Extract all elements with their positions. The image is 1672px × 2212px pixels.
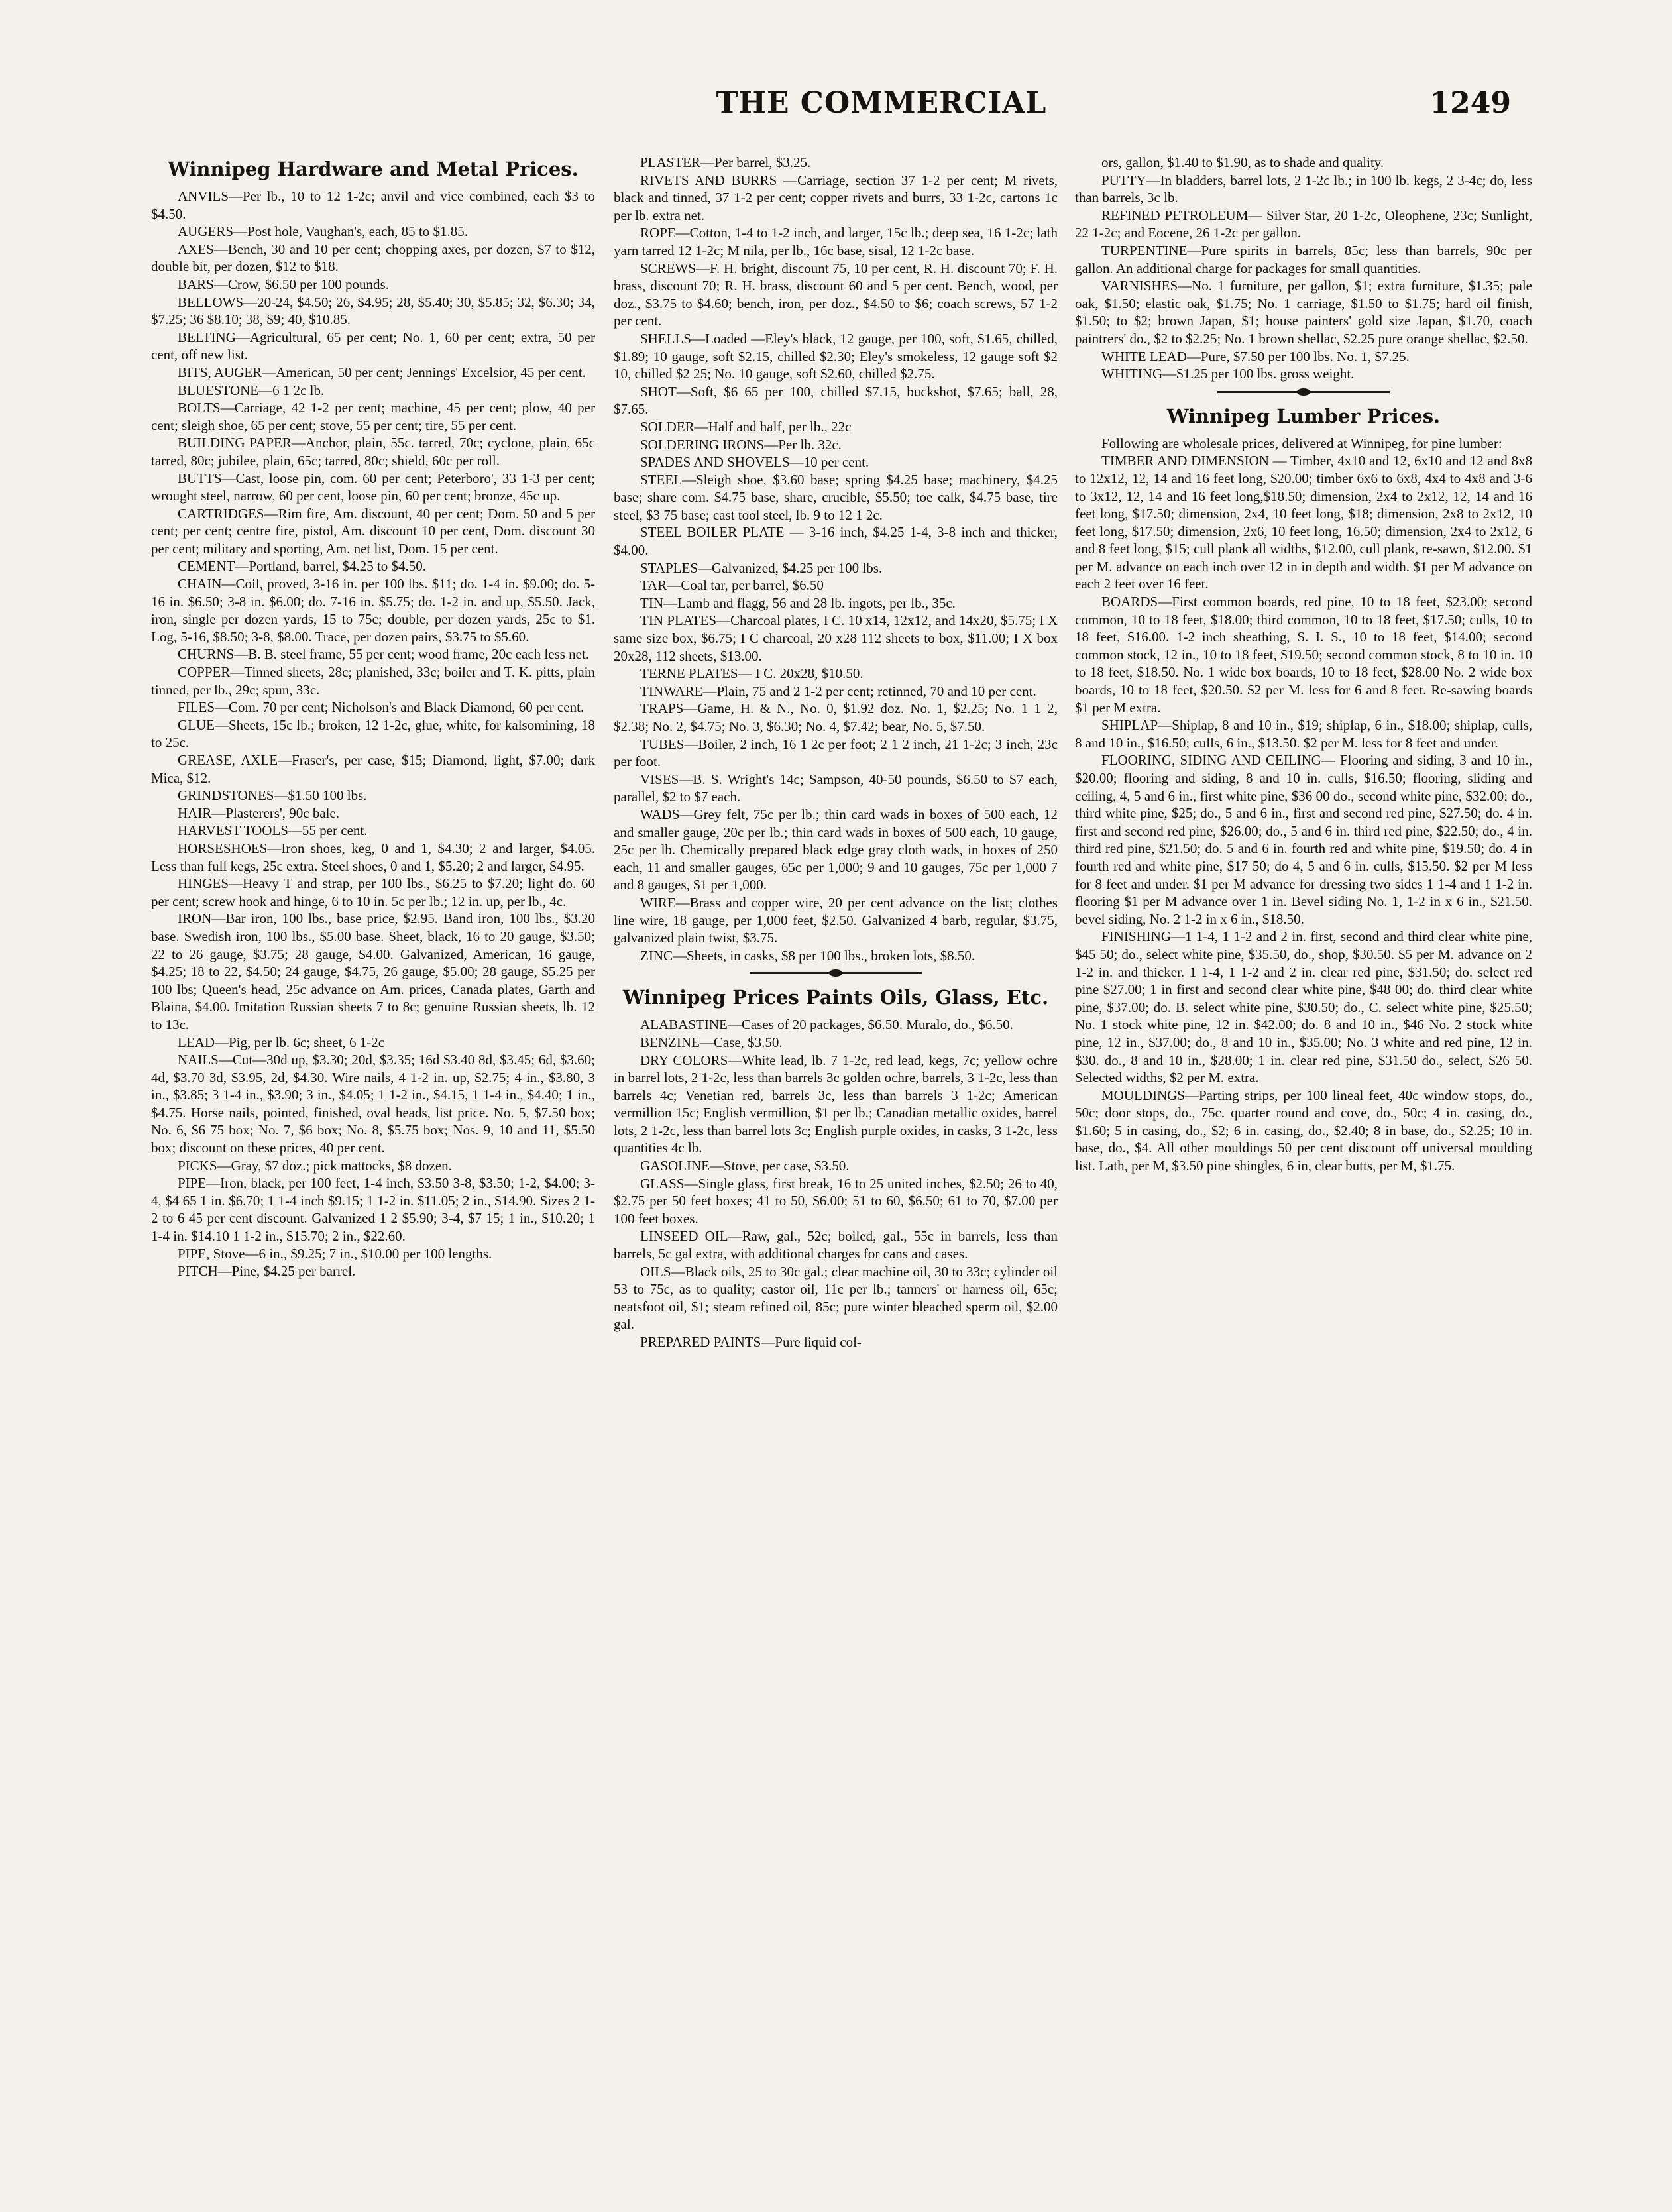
price-entry: ZINC—Sheets, in casks, $8 per 100 lbs., broken lots, $8.50. [640,947,975,964]
price-entry: NAILS—Cut—30d up, $3.30; 20d, $3.35; 16d $3.40 8d, $3.45; 6d, $3.60; 4d, $3.70 3d, $3.95, 2d, $4.30. Wire nails, 4 1-2 in. up, $2.75; 4 in., $3.80, 3 in., $3.85; 3 1-4 in., $3.90; 3 in., $4.05; 1 1-2 in., $4.15, 1 1-4 in., $4.40; 1 in., $4.75. Horse nails, pointed, finished, oval heads, list price. No. 5, $7.50 box; No. 6, $6 75 box; No. 7, $6 box; No. 8, $5.75 box; Nos. 9, 10 and 11, $5.50 box; discount on these prices, 40 per cent. [151,1052,595,1156]
price-entry: VARNISHES—No. 1 furniture, per gallon, $1; extra furniture, $1.35; pale oak, $1.50; elastic oak, $1.75; No. 1 carriage, $1.50 to $1.75; hard oil finish, $1.50; to $2; brown Japan, $1; house painters' gold size Japan, $1.70, coach paintrers' do., $2 to $2.25; No. 1 brown shellac, $2.25 pure orange shellac, $2.50. [1075,278,1532,347]
lumber-prices-heading: Winnipeg Lumber Prices. [1166,404,1441,427]
price-entry: MOULDINGS—Parting strips, per 100 lineal feet, 40c window stops, do., 50c; door stops, do., 75c. quarter round and cove, do., 50c; 4 in. casing, do., $1.60; 5 in casing, do., $2; 6 in. casing, do., $2.40; 8 in base, do., $2.25; 10 in. base, do., $4. All other mouldings 50 per cent discount off universal moulding list. Lath, per M, $3.50 pine shingles, 6 in, clear butts, per M, $1.75. [1075,1087,1532,1174]
price-entry: TAR—Coal tar, per barrel, $6.50 [640,577,824,594]
price-entry: HARVEST TOOLS—55 per cent. [178,822,368,839]
price-entry: PITCH—Pine, $4.25 per barrel. [178,1263,356,1280]
price-entry: WADS—Grey felt, 75c per lb.; thin card wads in boxes of 500 each, 12 and smaller gauge, 20c per lb.; thin card wads in boxes of 500 each, 10 gauge, 25c per lb. Chemically prepared black edge gray cloth wads, in boxes of 250 each, 11 and smaller gauges, 65c per 1,000; 9 and 10 gauges, 75c per 1,000 7 and 8 gauges, $1 per 1,000. [614,806,1058,893]
price-entry: WHITING—$1.25 per 100 lbs. gross weight. [1101,366,1355,382]
price-entry: SOLDERING IRONS—Per lb. 32c. [640,436,842,453]
paints-price-list [614,1016,1058,1351]
price-entry: TIMBER AND DIMENSION — Timber, 4x10 and 12, 6x10 and 12 and 8x8 to 12x12, 12, 14 and 16 feet long, $20.00; timber 6x6 to 6x8, 4x4 to 4x8 and 3-6 to 3x12, 12, 14 and 16 feet long,$18.50; dimension, 2x4 to 2x12, 12, 14 and 16 feet long, $17.50; dimension, 2x4, 10 feet long, $18; dimension, 2x8 to 2x12, 10 feet long, $17.50; dimension, 2x6, 10 feet long, 16.50; dimension, 2x4 to 2x12, 6 and 8 feet long, $15; cull plank all widths, $12.00, cull plank, re-sawn, $12.00. $1 per M. advance on each inch over 12 in in depth and width. $1 per M advance on each 2 feet over 16 feet. [1075,453,1532,592]
hardware-price-list [151,188,595,1280]
price-entry: PIPE—Iron, black, per 100 feet, 1-4 inch, $3.50 3-8, $3.50; 1-2, $4.00; 3-4, $4 65 1 in. $6.70; 1 1-4 inch $9.15; 1 1-2 in. $11.05; 2 in., $14.90. Sizes 2 1-2 to 6 45 per cent discount. Galvanized 1 2 $5.90; 3-4, $7 15; 1 in., $10.20; 1 1-4 in. $14.10 1 1-2 in., $15.70; 2 in., $22.60. [151,1175,595,1244]
price-entry: STEEL—Sleigh shoe, $3.60 base; spring $4.25 base; machinery, $4.25 base; share com. $4.75 base, share, crucible, $5.50; toe calk, $4.75 base, tire steel, $3 75 base; cast tool steel, lb. 9 to 12 1 2c. [614,471,1058,523]
price-entry: BELTING—Agricultural, 65 per cent; No. 1, 60 per cent; extra, 50 per cent, off new list. [151,329,595,363]
price-entry: BOLTS—Carriage, 42 1-2 per cent; machine, 45 per cent; plow, 40 per cent; sleigh shoe, 65 per cent; stove, 55 per cent; tire, 55 per cent. [151,400,595,433]
price-entry: GRINDSTONES—$1.50 100 lbs. [178,787,367,804]
price-entry: CEMENT—Portland, barrel, $4.25 to $4.50. [178,558,427,575]
price-entry: TRAPS—Game, H. & N., No. 0, $1.92 doz. No. 1, $2.25; No. 1 1 2, $2.38; No. 2, $4.75; No. 3, $6.30; No. 4, $7.42; bear, No. 5, $7.50. [614,700,1058,734]
price-entry: HORSESHOES—Iron shoes, keg, 0 and 1, $4.30; 2 and larger, $4.05. Less than full kegs, 25c extra. Steel shoes, 0 and 1, $5.20; 2 and larger, $4.95. [151,840,595,874]
price-entry: COPPER—Tinned sheets, 28c; planished, 33c; boiler and T. K. pitts, plain tinned, per lb., 29c; spun, 33c. [151,664,595,698]
section-divider [750,972,922,974]
price-entry: STAPLES—Galvanized, $4.25 per 100 lbs. [640,559,883,576]
page-header [0,86,1672,139]
price-entry: GLASS—Single glass, first break, 16 to 25 united inches, $2.50; 26 to 40, $2.75 per 50 feet boxes; 41 to 50, $6.00; 51 to 60, $6.50; 61 to 70, $7.00 per 100 feet boxes. [614,1175,1058,1227]
price-entry: SCREWS—F. H. bright, discount 75, 10 per cent, R. H. discount 70; F. H. brass, discount 70; R. H. brass, discount 60 and 5 per cent. Bench, wood, per doz., $3.75 to $4.60; bench, iron, per doz., $4.50 to $6; coach screws, 57 1-2 per cent. [614,260,1058,329]
price-entry: TIN—Lamb and flagg, 56 and 28 lb. ingots, per lb., 35c. [640,594,956,611]
price-entry: HAIR—Plasterers', 90c bale. [178,804,340,821]
price-entry: LEAD—Pig, per lb. 6c; sheet, 6 1-2c [178,1034,385,1050]
price-entry: TURPENTINE—Pure spirits in barrels, 85c; less than barrels, 90c per gallon. An additional charge for packages for small quantities. [1075,242,1532,276]
paints-prices-heading: Winnipeg Prices Paints Oils, Glass, Etc. [622,986,1049,1009]
price-entry: ROPE—Cotton, 1-4 to 1-2 inch, and larger, 15c lb.; deep sea, 16 1-2c; lath yarn tarred 12 1-2c; M nila, per lb., 16c base, sisal, 12 1-2c base. [614,225,1058,258]
price-entry: SHELLS—Loaded —Eley's black, 12 gauge, per 100, soft, $1.65, chilled, $1.89; 10 gauge, soft $2.15, chilled $2.30; Eley's smokeless, 12 gauge soft $2 10, chilled $2 25; No. 10 gauge, soft $2.60, chilled $2.75. [614,330,1058,382]
hardware-price-list-continued [614,154,1058,964]
price-entry: TINWARE—Plain, 75 and 2 1-2 per cent; retinned, 70 and 10 per cent. [640,683,1036,699]
price-entry: WIRE—Brass and copper wire, 20 per cent advance on the list; clothes line wire, 18 gauge, per 1,000 feet, $2.50. Galvanized 4 barb, regular, $3.75, galvanized plain twist, $3.75. [614,894,1058,946]
price-entry: FINISHING—1 1-4, 1 1-2 and 2 in. first, second and third clear white pine, $45 50; do., select white pine, $35.50, do., shop, $30.50. $5 per M. advance on 2 1-2 in. and thicker. 1 1-4, 1 1-2 and 2 in. clear red pine, $31.50; do. select red pine $27.00; 1 in first and second clear white pine, $48 00; do. third clear white pine, $37.00; do. B. select white pine, $30.50; do., C. select white pine, $25.50; No. 1 stock white pine, 12 in. $42.00; do. 8 and 10 in., $46 No. 2 stock white pine, 12 in., $37.00; do., 8 and 10 in., $35.00; No. 3 white and red pine, 12 in. $30. do., 8 and 10 in., $28.00; 1 in. clear red pine, $31.50 do., select, $26 50. Selected widths, $2 per M. extra. [1075,928,1532,1086]
price-entry: BLUESTONE—6 1 2c lb. [178,382,325,398]
price-entry: BENZINE—Case, $3.50. [640,1034,783,1050]
price-entry: REFINED PETROLEUM— Silver Star, 20 1-2c, Oleophene, 23c; Sunlight, 22 1-2c; and Eocene, 26 1-2c per gallon. [1075,207,1532,241]
price-entry: WHITE LEAD—Pure, $7.50 per 100 lbs. No. 1, $7.25. [1101,348,1410,364]
price-entry: FILES—Com. 70 per cent; Nicholson's and Black Diamond, 60 per cent. [178,699,585,716]
paints-price-list-continued [1075,154,1532,383]
column-2 [614,154,1058,1351]
price-entry: PREPARED PAINTS—Pure liquid col- [640,1334,862,1350]
price-entry: Following are wholesale prices, delivered at Winnipeg, for pine lumber: [1101,435,1502,451]
price-entry: GLUE—Sheets, 15c lb.; broken, 12 1-2c, glue, white, for kalsomining, 18 to 25c. [151,716,595,751]
section-divider [1217,391,1390,393]
price-entry: SHIPLAP—Shiplap, 8 and 10 in., $19; shiplap, 6 in., $18.00; shiplap, culls, 8 and 10 in., $16.50; culls, 6 in., $13.50. $2 per M. less for 8 feet and under. [1075,717,1532,751]
price-entry: TUBES—Boiler, 2 inch, 16 1 2c per foot; 2 1 2 inch, 21 1-2c; 3 inch, 23c per foot. [614,736,1058,770]
price-entry: AXES—Bench, 30 and 10 per cent; chopping axes, per dozen, $7 to $12, double bit, per dozen, $12 to $18. [151,241,595,275]
price-entry: RIVETS AND BURRS —Carriage, section 37 1-2 per cent; M rivets, black and tinned, 37 1-2 per cent; copper rivets and burrs, 33 1-2c, cartons 1c per lb. extra net. [614,172,1058,223]
price-entry: SHOT—Soft, $6 65 per 100, chilled $7.15, buckshot, $7.65; ball, 28, $7.65. [614,383,1058,417]
price-entry: CHAIN—Coil, proved, 3-16 in. per 100 lbs. $11; do. 1-4 in. $9.00; do. 5-16 in. $6.50; 3-8 in. $6.00; do. 7-16 in. $5.75; do. 1-2 in. and up, $5.50. Jack, iron, single per dozen yards, 15 to 75c; double, per dozen yards, 25c to $1. Log, 5-16, $8.50; 3-8, $8.00. Trace, per dozen pairs, $3.75 to $5.60. [151,576,595,645]
price-entry: BUILDING PAPER—Anchor, plain, 55c. tarred, 70c; cyclone, plain, 65c tarred, 80c; jubilee, plain, 65c; tarred, 80c; shield, 60c per roll. [151,435,595,469]
price-entry: PIPE, Stove—6 in., $9.25; 7 in., $10.00 per 100 lengths. [178,1245,492,1262]
price-entry: CHURNS—B. B. steel frame, 55 per cent; wood frame, 20c each less net. [178,646,590,663]
price-entry: BELLOWS—20-24, $4.50; 26, $4.95; 28, $5.40; 30, $5.85; 32, $6.30; 34, $7.25; 36 $8.10; 38, $9; 40, $10.85. [151,294,595,328]
price-entry: BUTTS—Cast, loose pin, com. 60 per cent; Peterboro', 33 1-3 per cent; wrought steel, narrow, 60 per cent, loose pin, 60 per cent; bronze, 45c up. [151,470,595,504]
price-entry: ors, gallon, $1.40 to $1.90, as to shade and quality. [1101,154,1384,170]
price-entry: PLASTER—Per barrel, $3.25. [640,154,811,170]
price-entry: SPADES AND SHOVELS—10 per cent. [640,454,869,470]
price-entry: IRON—Bar iron, 100 lbs., base price, $2.95. Band iron, 100 lbs., $3.20 base. Swedish iron, 100 lbs., $5.00 base. Sheet, black, 16 to 20 gauge, $3.50; 22 to 26 gauge, $3.75; 28 gauge, $4.00. Galvanized, American, 16 gauge, $4.25; 18 to 22, $4.50; 24 gauge, $4.75, 26 gauge, $5.00; 28 gauge, $5.25 per 100 lbs; Queen's head, 25c advance on Am. prices, Canada plates, Garth and Blaina, $4.00. Imitation Russian sheets 7 to 8c; genuine Russian sheets, lb. 12 to 13c. [151,911,595,1032]
price-entry: FLOORING, SIDING AND CEILING— Flooring and siding, 3 and 10 in., $20.00; flooring and siding, 8 and 10 in. culls, $16.50; flooring, sliding and ceiling, 4, 5 and 6 in., first white pine, $36 00 do., second white pine, $32.00; do., third white pine, $25; do., 5 and 6 in., first and second red pine, $27.50; do. 4 in. first and second red pine, $26.00; do., 5 and 6 in. third red pine, $22.50; do., 4 in. third red pine, $21.50; do. 5 and 6 in. fourth red and white pine, $19.50; do. 4 in fourth red and white pine, $17 50; do 4, 5 and 6 in. culls, $15.50. $2 per M less for 8 feet and under. $1 per M advance for dressing two sides 1 1-4 and 1 1-2 in. flooring $1 per M advance over 1 in. Bevel siding No. 1, 1-2 in x 6 in., $21.50. bevel siding, No. 2 1-2 in x 6 in., $18.50. [1075,752,1532,927]
price-entry: GASOLINE—Stove, per case, $3.50. [640,1158,850,1174]
price-entry: PUTTY—In bladders, barrel lots, 2 1-2c lb.; in 100 lb. kegs, 2 3-4c; do, less than barrels, 3c lb. [1075,172,1532,206]
price-entry: BARS—Crow, $6.50 per 100 pounds. [178,276,389,292]
price-entry: TERNE PLATES— I C. 20x28, $10.50. [640,665,864,682]
price-entry: DRY COLORS—White lead, lb. 7 1-2c, red lead, kegs, 7c; yellow ochre in barrel lots, 2 1-2c, less than barrels 3c golden ochre, barrels, 3 1-2c, less than barrels 4c; Venetian red, barrels 3c, less than barrels 3 1-2c; American vermillion 15c; English vermillion, $1 per lb.; Canadian metallic oxides, barrel lots, 2 1-2c, less than barrel lots 3c; English purple oxides, in casks, 3 1-2c, less quantities 4c lb. [614,1052,1058,1156]
price-entry: CARTRIDGES—Rim fire, Am. discount, 40 per cent; Dom. 50 and 5 per cent; per cent; centre fire, pistol, Am. discount 10 per cent, Dom. discount 30 per cent; military and sporting, Am. net list, Dom. 15 per cent. [151,505,595,557]
hardware-prices-heading: Winnipeg Hardware and Metal Prices. [168,158,579,180]
price-entry: BOARDS—First common boards, red pine, 10 to 18 feet, $23.00; second common, 10 to 18 feet, $18.00; third common, 10 to 18 feet, $17.50; culls, 10 to 18 feet, $16.00. 1-2 inch sheathing, S. I. S., 10 to 18 feet, $14.00; second common stock, 12 in., 10 to 18 feet, $19.50; second common stock, 8 to 10 in. 10 to 18 feet, $18.50. No. 1 wide box boards, 10 to 18 feet, $28.00 No. 2 wide box boards, 10 to 18 feet, $20.50. $2 per M. less for 6 and 8 feet. Re-sawing boards $1 per M extra. [1075,594,1532,716]
lumber-price-list [1075,435,1532,1175]
page-number: 1249 [1429,86,1511,120]
price-entry: AUGERS—Post hole, Vaughan's, each, 85 to $1.85. [178,223,468,240]
price-entry: VISES—B. S. Wright's 14c; Sampson, 40-50 pounds, $6.50 to $7 each, parallel, $2 to $7 each. [614,771,1058,805]
price-entry: LINSEED OIL—Raw, gal., 52c; boiled, gal., 55c in barrels, less than barrels, 5c gal extra, with additional charges for cans and cases. [614,1228,1058,1262]
price-entry: HINGES—Heavy T and strap, per 100 lbs., $6.25 to $7.20; light do. 60 per cent; screw hook and hinge, 6 to 10 in. 5c per lb.; 12 in. up, per lb., 4c. [151,875,595,909]
price-entry: ALABASTINE—Cases of 20 packages, $6.50. Muralo, do., $6.50. [640,1017,1013,1033]
price-entry: SOLDER—Half and half, per lb., 22c [640,418,852,435]
price-entry: STEEL BOILER PLATE — 3-16 inch, $4.25 1-4, 3-8 inch and thicker, $4.00. [614,524,1058,559]
price-entry: TIN PLATES—Charcoal plates, I C. 10 x14, 12x12, and 14x20, $5.75; I X same size box, $6.75; I C charcoal, 20 x28 112 sheets to box, $11.00; I X box 20x28, 112 sheets, $13.00. [614,612,1058,664]
price-entry: BITS, AUGER—American, 50 per cent; Jennings' Excelsior, 45 per cent. [178,364,586,380]
price-entry: ANVILS—Per lb., 10 to 12 1-2c; anvil and vice combined, each $3 to $4.50. [151,188,595,222]
price-entry: PICKS—Gray, $7 doz.; pick mattocks, $8 dozen. [178,1157,452,1174]
column-1 [151,154,595,1280]
price-entry: GREASE, AXLE—Fraser's, per case, $15; Diamond, light, $7.00; dark Mica, $12. [151,752,595,786]
price-entry: OILS—Black oils, 25 to 30c gal.; clear machine oil, 30 to 33c; cylinder oil 53 to 75c, as to quality; castor oil, 11c per lb.; tanners' or harness oil, 65c; neatsfoot oil, $1; steam refined oil, 85c; pure winter bleached sperm oil, $2.00 gal. [614,1263,1058,1333]
publication-title: THE COMMERCIAL [716,86,1047,120]
column-3 [1075,154,1532,1175]
